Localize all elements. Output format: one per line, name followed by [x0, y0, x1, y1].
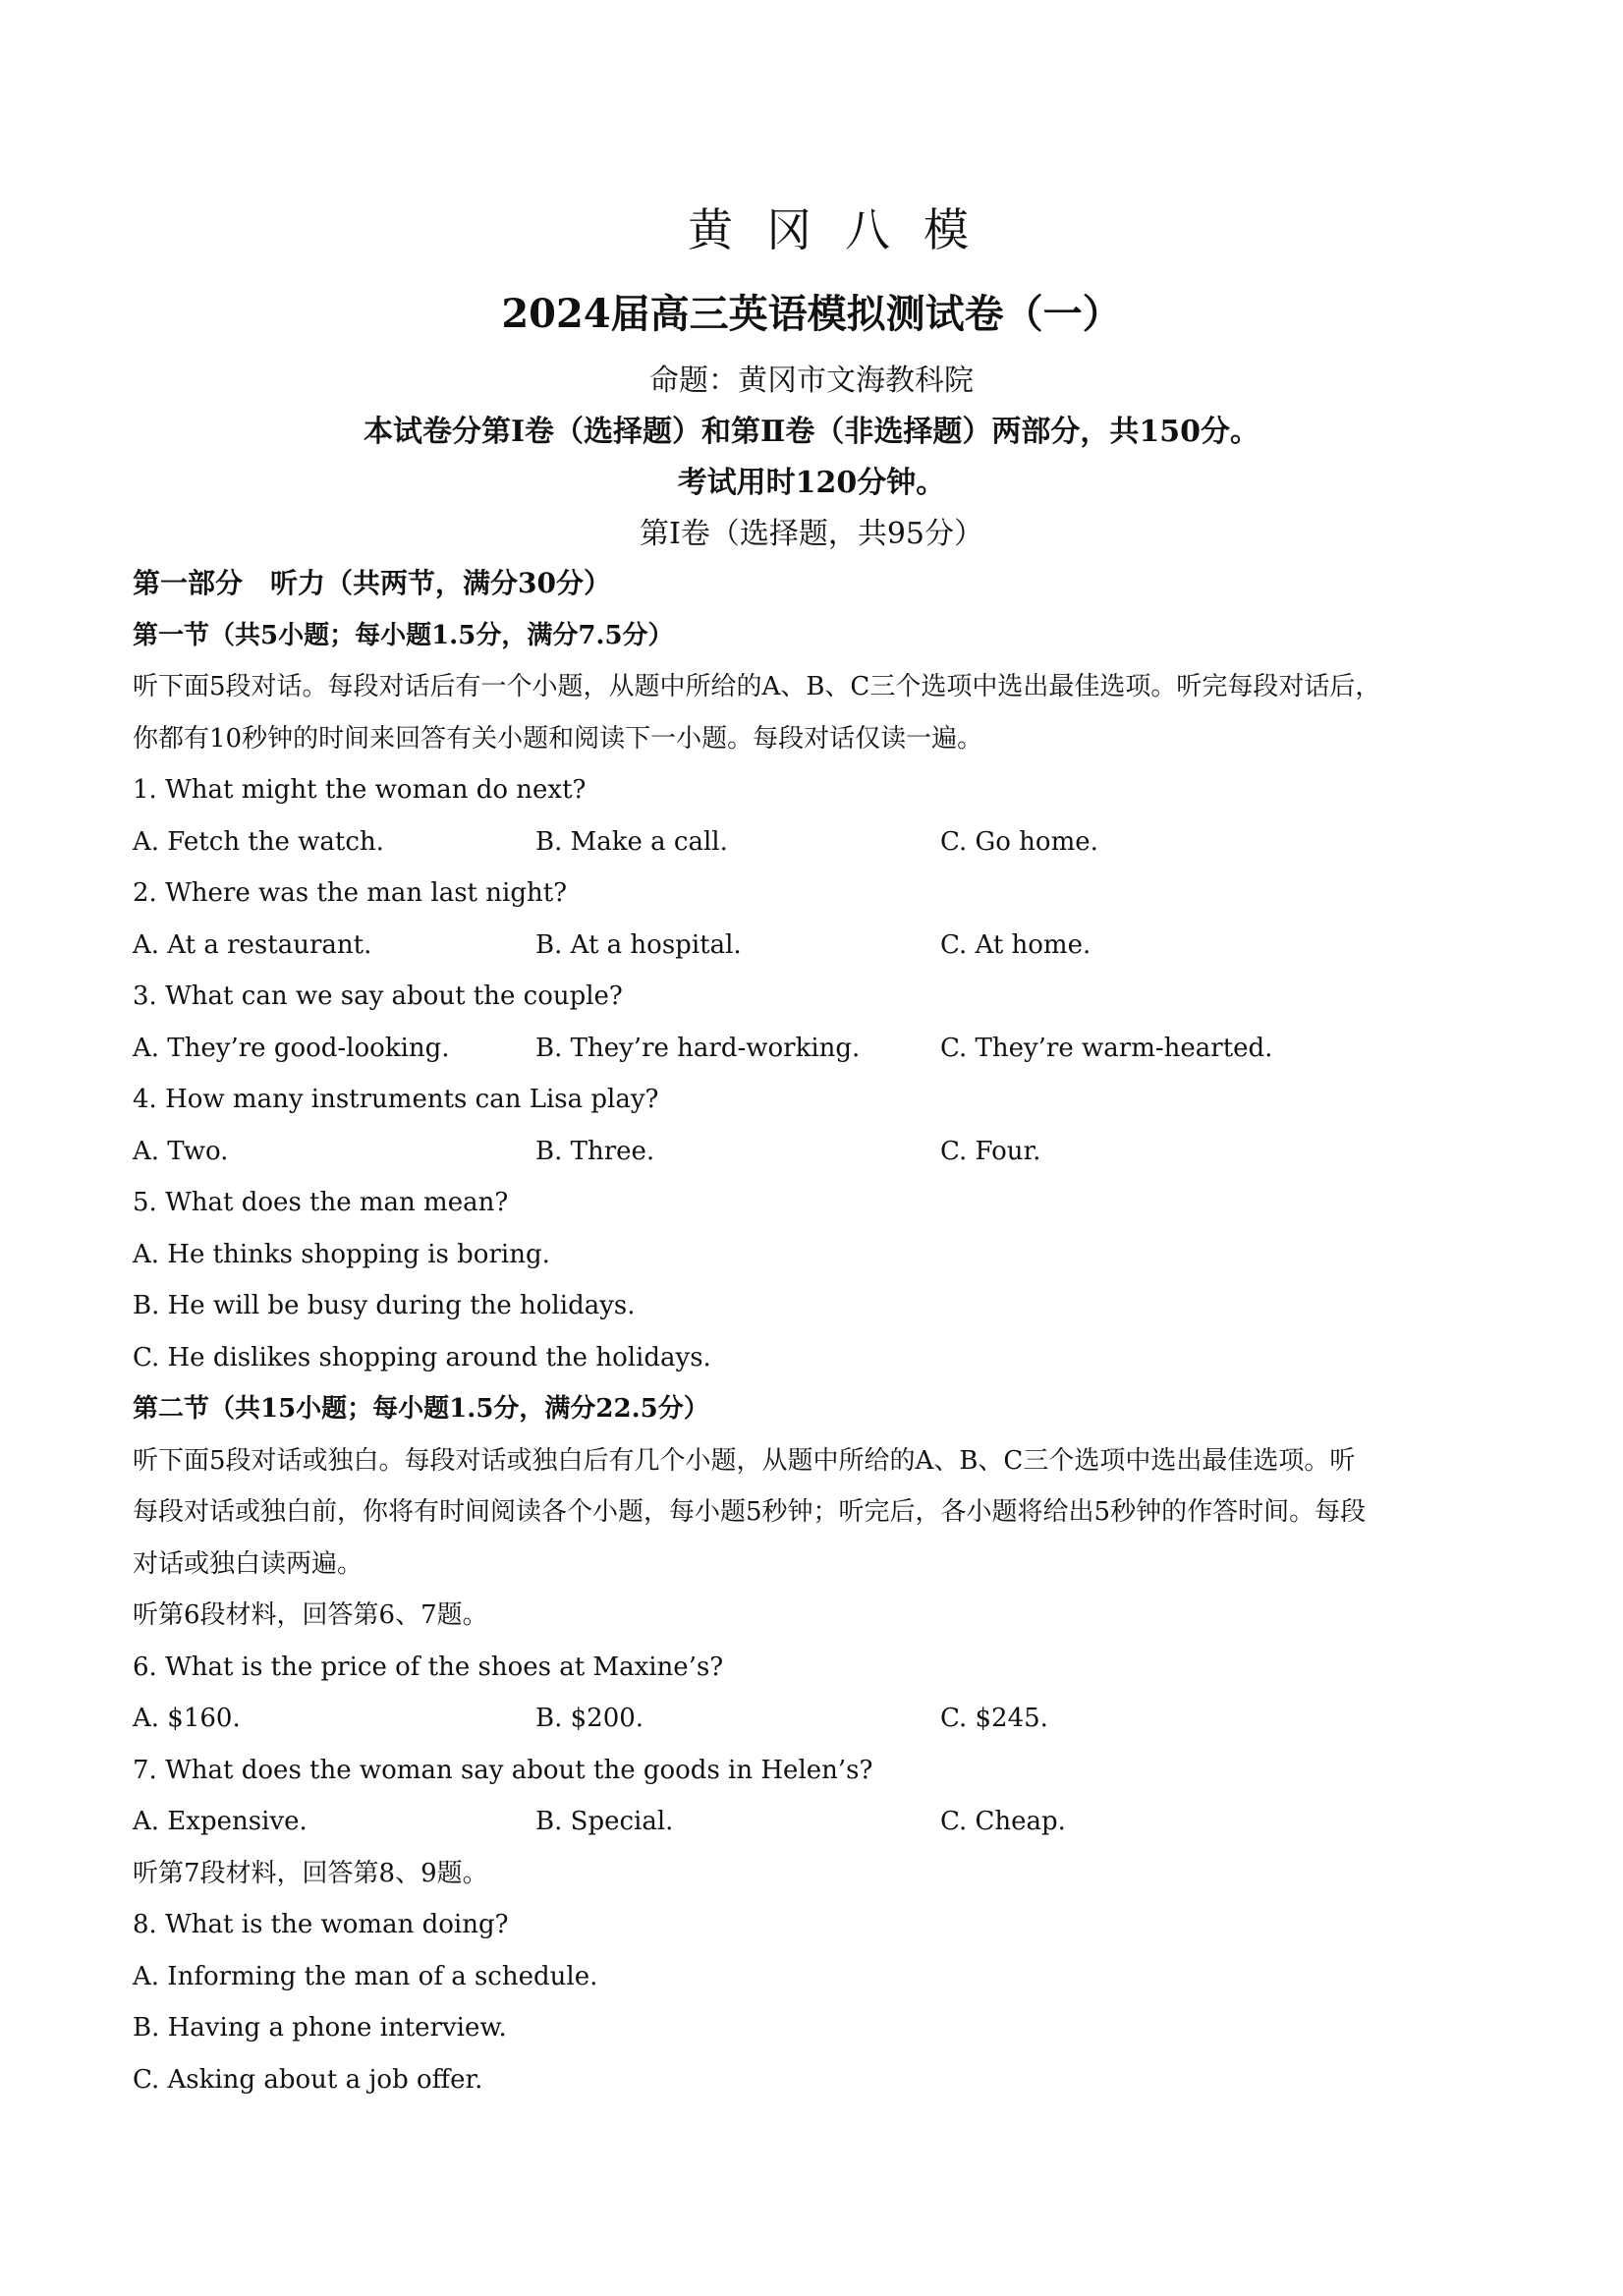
option-a: A. Expensive. [133, 1807, 308, 1836]
question-6: 6. What is the price of the shoes at Maxine’s? [133, 1652, 724, 1682]
question-5-option-a: A. He thinks shopping is boring. [133, 1239, 550, 1269]
option-b: B. At a hospital. [535, 929, 742, 960]
section2-instructions-line1: 听下面5段对话或独白。每段对话或独白后有几个小题，从题中所给的A、B、C三个选项中选出最佳选项。听 [133, 1445, 1356, 1476]
material-7-heading: 听第7段材料，回答第8、9题。 [133, 1858, 488, 1888]
part1-heading: 第一部分 听力（共两节，满分30分） [133, 567, 611, 599]
exam-author: 命题：黄冈市文海教科院 [649, 364, 974, 398]
section1-instructions-line1: 听下面5段对话。每段对话后有一个小题，从题中所给的A、B、C三个选项中选出最佳选项。听完每段对话后， [133, 672, 1381, 701]
option-b: B. Special. [535, 1807, 674, 1836]
option-c: C. Cheap. [940, 1807, 1066, 1836]
volume-heading: 第Ⅰ卷（选择题，共95分） [639, 517, 984, 551]
question-3: 3. What can we say about the couple? [133, 981, 623, 1011]
option-b: B. They’re hard-working. [535, 1033, 861, 1063]
option-a: A. They’re good-looking. [133, 1033, 450, 1063]
option-a: A. At a restaurant. [133, 929, 372, 960]
question-5: 5. What does the man mean? [133, 1188, 509, 1217]
question-8-option-a: A. Informing the man of a schedule. [133, 1961, 598, 1991]
section1-heading: 第一节（共5小题；每小题1.5分，满分7.5分） [133, 620, 674, 650]
section1-instructions-line2: 你都有10秒钟的时间来回答有关小题和阅读下一小题。每段对话仅读一遍。 [133, 723, 983, 754]
question-4: 4. How many instruments can Lisa play? [133, 1085, 659, 1114]
section2-heading: 第二节（共15小题；每小题1.5分，满分22.5分） [133, 1394, 709, 1424]
question-1: 1. What might the woman do next? [133, 775, 587, 805]
question-7-options [133, 1796, 1508, 1848]
option-b: B. $200. [535, 1704, 644, 1733]
question-3-options [133, 1023, 1508, 1075]
option-a: A. Fetch the watch. [133, 826, 384, 857]
question-8-option-b: B. Having a phone interview. [133, 2013, 507, 2043]
option-c: C. They’re warm-hearted. [940, 1033, 1273, 1063]
question-6-options [133, 1693, 1508, 1745]
option-c: C. Four. [940, 1136, 1041, 1166]
option-a: A. Two. [133, 1136, 229, 1166]
question-1-options [133, 816, 1508, 868]
section2-instructions-line3: 对话或独白读两遍。 [133, 1548, 364, 1579]
question-2: 2. Where was the man last night? [133, 878, 568, 908]
question-8: 8. What is the woman doing? [133, 1910, 509, 1939]
exam-time: 考试用时120分钟。 [677, 466, 946, 500]
option-c: C. Go home. [940, 826, 1098, 857]
exam-content [133, 558, 1508, 2105]
exam-title: 2024届高三英语模拟测试卷（一） [501, 291, 1122, 337]
material-6-heading: 听第6段材料，回答第6、7题。 [133, 1600, 488, 1630]
option-a: A. $160. [133, 1704, 241, 1733]
question-5-option-c: C. He dislikes shopping around the holidays. [133, 1342, 711, 1372]
option-c: C. At home. [940, 929, 1091, 960]
exam-info: 本试卷分第Ⅰ卷（选择题）和第Ⅱ卷（非选择题）两部分，共150分。 [364, 415, 1259, 449]
question-4-options [133, 1126, 1508, 1178]
option-b: B. Make a call. [535, 826, 728, 857]
option-c: C. $245. [940, 1704, 1048, 1733]
question-5-option-b: B. He will be busy during the holidays. [133, 1291, 636, 1320]
question-7: 7. What does the woman say about the goods in Helen’s? [133, 1755, 873, 1785]
question-2-options [133, 920, 1508, 972]
brand-title: 黄冈八模 [688, 203, 1002, 256]
option-b: B. Three. [535, 1136, 655, 1166]
question-8-option-c: C. Asking about a job offer. [133, 2064, 483, 2095]
section2-instructions-line2: 每段对话或独白前，你将有时间阅读各个小题，每小题5秒钟；听完后，各小题将给出5秒钟的作答时间。每段 [133, 1497, 1367, 1527]
